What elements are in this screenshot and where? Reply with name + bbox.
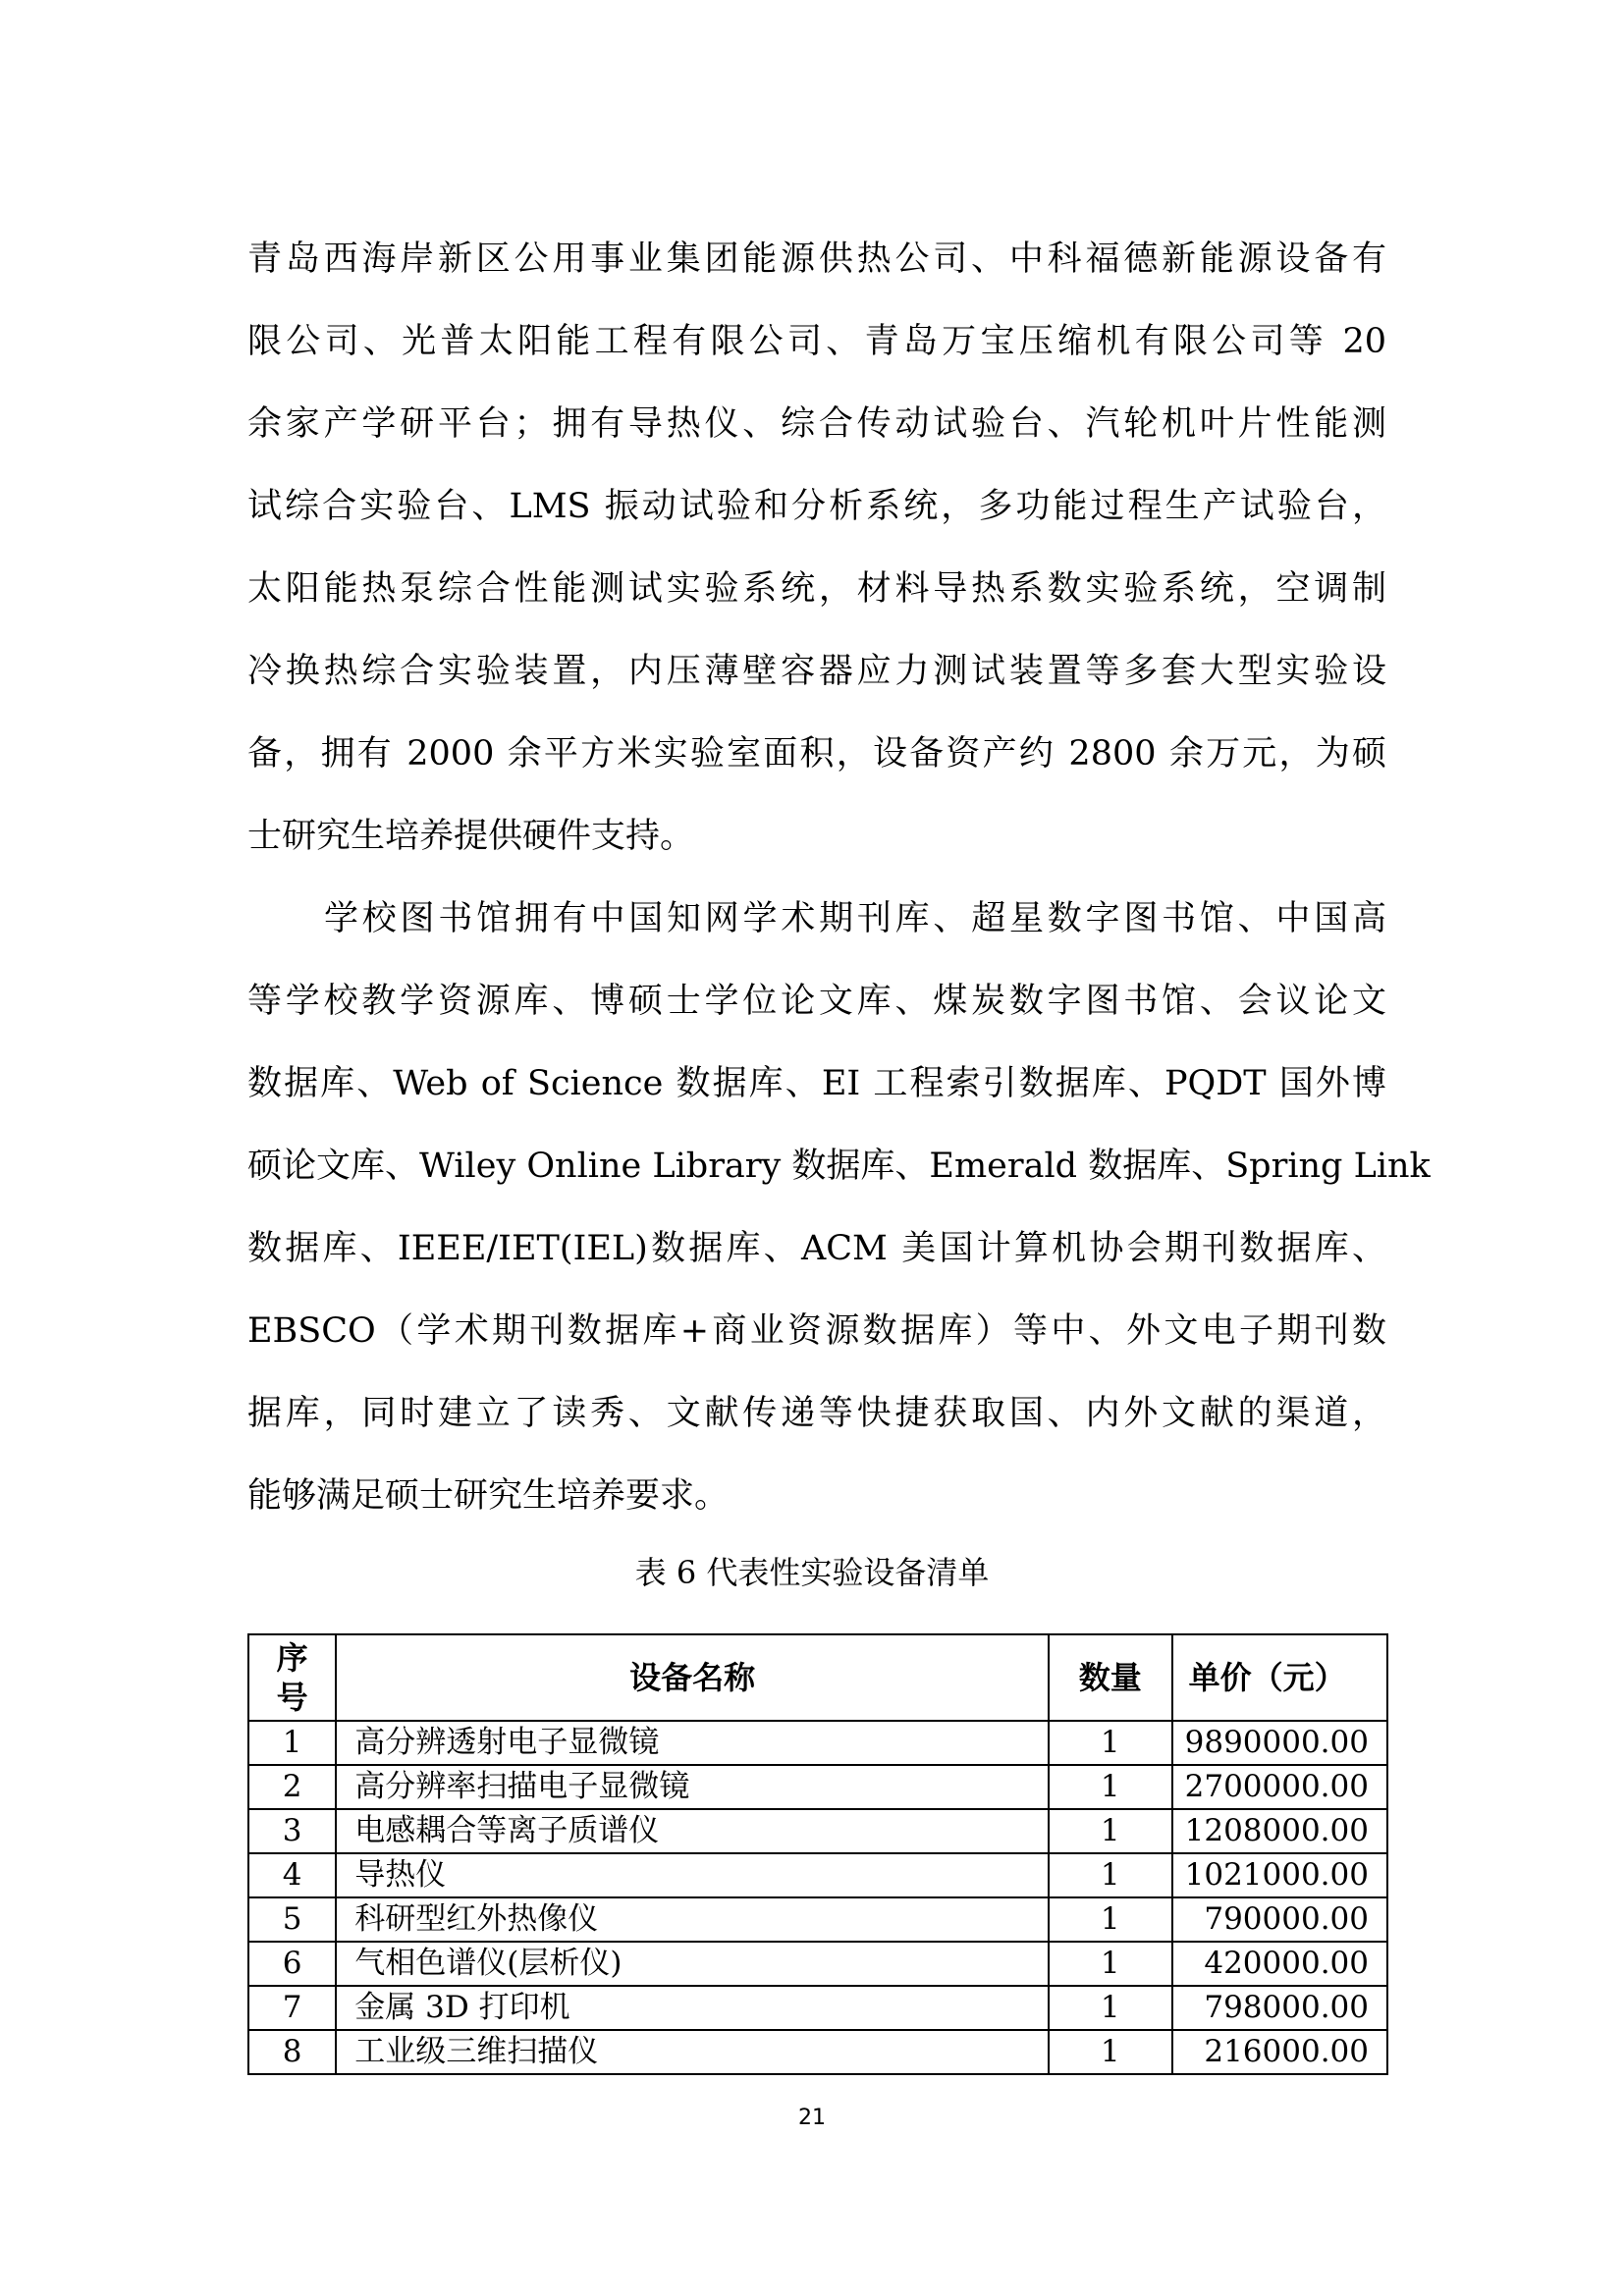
cell-equipment-name: 金属 3D 打印机 (336, 1986, 1049, 2030)
header-equipment-name: 设备名称 (336, 1634, 1049, 1721)
text-line: 数据库、IEEE/IET(IEL)数据库、ACM 美国计算机协会期刊数据库、 (247, 1229, 1386, 1268)
cell-equipment-name: 工业级三维扫描仪 (336, 2030, 1049, 2074)
cell-serial-number: 5 (248, 1897, 336, 1942)
cell-quantity: 1 (1049, 2030, 1172, 2074)
text-line: 太阳能热泵综合性能测试实验系统，材料导热系数实验系统，空调制 (247, 569, 1386, 609)
cell-serial-number: 3 (248, 1809, 336, 1853)
table-row (248, 1986, 1387, 2030)
table-row (248, 1765, 1387, 1809)
cell-equipment-name: 导热仪 (336, 1853, 1049, 1897)
page-body (247, 218, 1431, 1537)
cell-equipment-name: 高分辨率扫描电子显微镜 (336, 1765, 1049, 1809)
text-line: 冷换热综合实验装置，内压薄壁容器应力测试装置等多套大型实验设 (247, 652, 1386, 691)
cell-unit-price: 9890000.00 (1172, 1721, 1387, 1765)
text-line: 能够满足硕士研究生培养要求。 (247, 1476, 730, 1516)
cell-quantity: 1 (1049, 1986, 1172, 2030)
cell-serial-number: 6 (248, 1942, 336, 1986)
table-row (248, 1809, 1387, 1853)
text-line: 硕论文库、Wiley Online Library 数据库、Emerald 数据库、Spring Link (247, 1147, 1431, 1186)
cell-serial-number: 1 (248, 1721, 336, 1765)
header-unit-price: 单价（元） (1172, 1634, 1387, 1721)
cell-unit-price: 2700000.00 (1172, 1765, 1387, 1809)
cell-quantity: 1 (1049, 1809, 1172, 1853)
cell-serial-number: 7 (248, 1986, 336, 2030)
table-row (248, 2030, 1387, 2074)
cell-equipment-name: 科研型红外热像仪 (336, 1897, 1049, 1942)
cell-unit-price: 420000.00 (1172, 1942, 1387, 1986)
text-line: 青岛西海岸新区公用事业集团能源供热公司、中科福德新能源设备有 (247, 240, 1386, 279)
table-row (248, 1853, 1387, 1897)
page-number: 21 (798, 2106, 826, 2130)
text-line: 学校图书馆拥有中国知网学术期刊库、超星数字图书馆、中国高 (324, 899, 1386, 938)
cell-unit-price: 216000.00 (1172, 2030, 1387, 2074)
table-header-row (248, 1634, 1387, 1721)
cell-quantity: 1 (1049, 1853, 1172, 1897)
text-line: 士研究生培养提供硬件支持。 (247, 817, 695, 856)
text-line: 备，拥有 2000 余平方米实验室面积，设备资产约 2800 余万元，为硕 (247, 734, 1386, 774)
cell-equipment-name: 高分辨透射电子显微镜 (336, 1721, 1049, 1765)
cell-quantity: 1 (1049, 1897, 1172, 1942)
text-line: 等学校教学资源库、博硕士学位论文库、煤炭数字图书馆、会议论文 (247, 982, 1386, 1021)
equipment-table (247, 1633, 1388, 2075)
table-row (248, 1897, 1387, 1942)
table-row (248, 1942, 1387, 1986)
table-row (248, 1721, 1387, 1765)
text-line: 试综合实验台、LMS 振动试验和分析系统，多功能过程生产试验台， (247, 487, 1386, 526)
cell-equipment-name: 电感耦合等离子质谱仪 (336, 1809, 1049, 1853)
cell-equipment-name: 气相色谱仪(层析仪) (336, 1942, 1049, 1986)
header-quantity: 数量 (1049, 1634, 1172, 1721)
cell-serial-number: 2 (248, 1765, 336, 1809)
text-line: 余家产学研平台；拥有导热仪、综合传动试验台、汽轮机叶片性能测 (247, 404, 1386, 444)
paragraph-facilities (247, 218, 1386, 878)
cell-serial-number: 4 (248, 1853, 336, 1897)
text-line: 数据库、Web of Science 数据库、EI 工程索引数据库、PQDT 国外博 (247, 1064, 1386, 1103)
cell-unit-price: 1021000.00 (1172, 1853, 1387, 1897)
cell-unit-price: 1208000.00 (1172, 1809, 1387, 1853)
text-line: 据库，同时建立了读秀、文献传递等快捷获取国、内外文献的渠道， (247, 1394, 1386, 1433)
cell-unit-price: 790000.00 (1172, 1897, 1387, 1942)
text-line: 限公司、光普太阳能工程有限公司、青岛万宝压缩机有限公司等 20 (247, 322, 1386, 361)
cell-unit-price: 798000.00 (1172, 1986, 1387, 2030)
cell-quantity: 1 (1049, 1765, 1172, 1809)
cell-serial-number: 8 (248, 2030, 336, 2074)
table-caption: 表 6 代表性实验设备清单 (634, 1554, 990, 1591)
paragraph-library (247, 878, 1431, 1537)
text-line: EBSCO（学术期刊数据库+商业资源数据库）等中、外文电子期刊数 (247, 1311, 1386, 1351)
cell-quantity: 1 (1049, 1721, 1172, 1765)
header-serial-number: 序 号 (248, 1634, 336, 1721)
cell-quantity: 1 (1049, 1942, 1172, 1986)
